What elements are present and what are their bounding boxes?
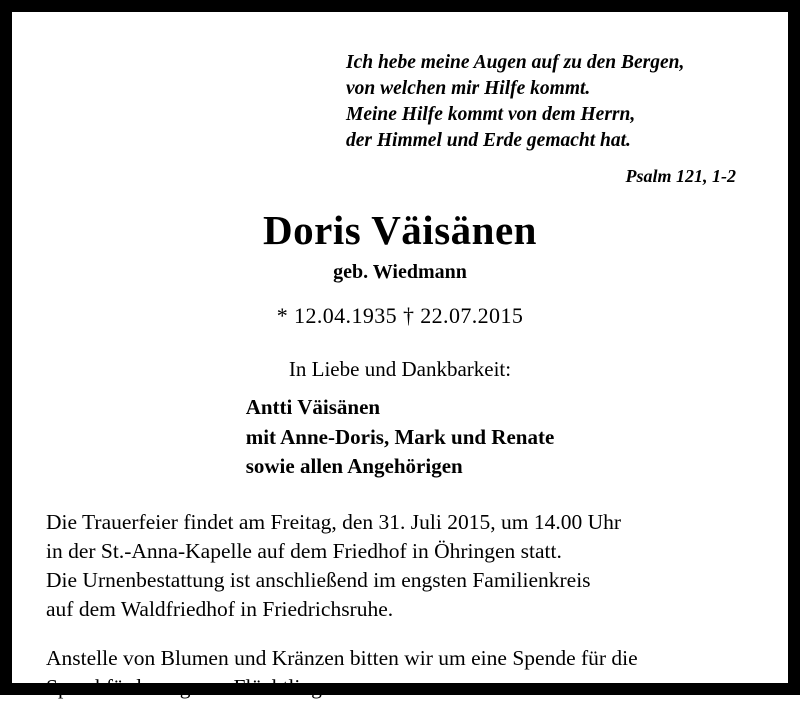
- paragraph-funeral: [46, 508, 754, 624]
- text-line: Die Trauerfeier findet am Freitag, den 31. Juli 2015, um 14.00 Uhr: [46, 510, 622, 535]
- verse-line: der Himmel und Erde gemacht hat.: [346, 129, 631, 151]
- deceased-name-block: [46, 206, 754, 329]
- birth-death-dates: * 12.04.1935 † 22.07.2015: [276, 302, 524, 328]
- text-line: auf dem Waldfriedhof in Friedrichsruhe.: [46, 597, 394, 622]
- deceased-name: Doris Väisänen: [263, 206, 537, 253]
- dedication-lead: In Liebe und Dankbarkeit:: [288, 356, 512, 381]
- list-item: Antti Väisänen: [245, 394, 381, 419]
- service-details: [46, 508, 754, 702]
- list-item: mit Anne-Doris, Mark und Renate: [245, 424, 555, 449]
- paragraph-donation: [46, 644, 754, 702]
- maiden-name: geb. Wiedmann: [333, 260, 467, 283]
- bible-verse: [346, 50, 754, 154]
- survivors-list: [246, 393, 555, 482]
- text-line: Sprachförderung von Flüchtlingen.: [46, 675, 348, 700]
- list-item: sowie allen Angehörigen: [245, 454, 463, 479]
- text-line: Die Urnenbestattung ist anschließend im engsten Familienkreis: [46, 568, 591, 593]
- verse-reference: Psalm 121, 1-2: [625, 165, 736, 186]
- text-line: in der St.-Anna-Kapelle auf dem Friedhof in Öhringen statt.: [46, 539, 562, 564]
- verse-line: Ich hebe meine Augen auf zu den Bergen,: [346, 52, 685, 73]
- verse-line: von welchen mir Hilfe kommt.: [346, 77, 591, 99]
- verse-line: Meine Hilfe kommt von dem Herrn,: [346, 103, 636, 125]
- obituary-card: [12, 12, 788, 700]
- dedication-block: [46, 357, 754, 482]
- text-line: Anstelle von Blumen und Kränzen bitten wir um eine Spende für die: [46, 646, 638, 671]
